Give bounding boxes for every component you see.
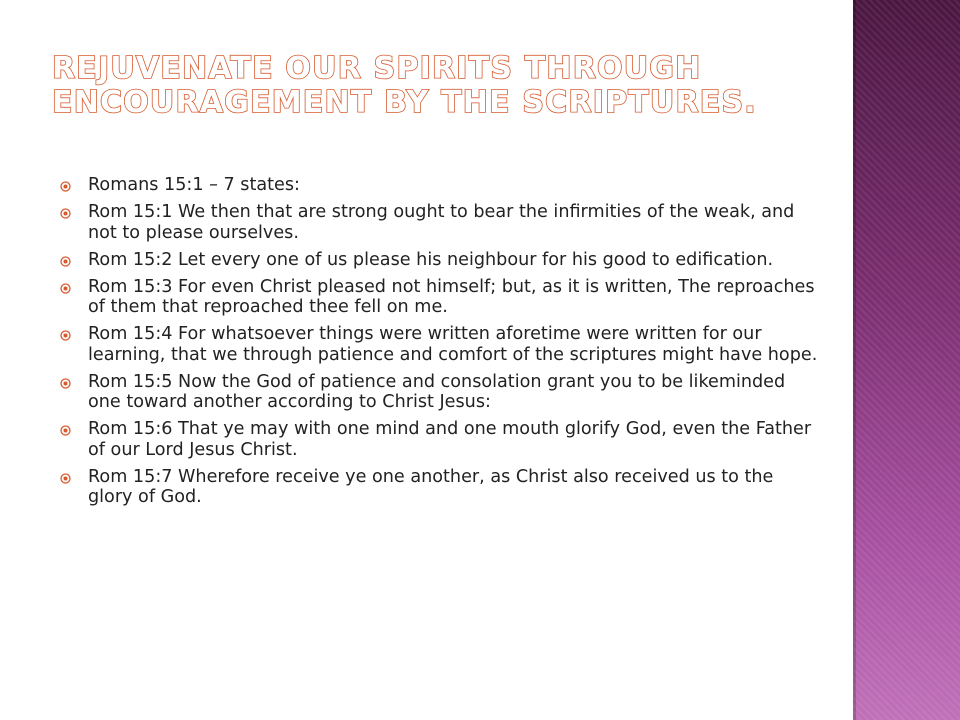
slide-title [52,52,842,120]
slide-title-line-1: REJUVENATE OUR SPIRITS THROUGH [52,51,702,86]
bullet-text: Rom 15:3 For even Christ pleased not himself; but, as it is written, The reproaches of them that reproached thee fell on me. [88,276,815,317]
bullet-text: Rom 15:1 We then that are strong ought to bear the infirmities of the weak, and not to please ourselves. [88,202,795,243]
circled-dot-icon [60,378,71,389]
circled-dot-icon [60,256,71,267]
bullet-item-rom-15-1 [60,202,820,243]
bullet-item-rom-15-3 [60,277,820,318]
bullet-item-rom-15-2 [60,250,820,271]
circled-dot-icon [60,208,71,219]
bullet-item-rom-15-7 [60,467,820,508]
bullet-text: Rom 15:5 Now the God of patience and consolation grant you to be likeminded one toward another according to Christ Jesus: [88,371,786,412]
bullet-item-rom-15-5 [60,372,820,413]
bullet-item-rom-15-6 [60,419,820,460]
bullet-text: Romans 15:1 – 7 states: [88,175,300,195]
circled-dot-icon [60,473,71,484]
bullet-list [60,175,820,514]
side-panel-edge [853,0,856,720]
bullet-text: Rom 15:7 Wherefore receive ye one another, as Christ also received us to the glory of God. [88,466,774,507]
bullet-item-intro [60,175,820,196]
bullet-text: Rom 15:2 Let every one of us please his neighbour for his good to edification. [88,249,774,270]
circled-dot-icon [60,181,71,192]
bullet-text: Rom 15:4 For whatsoever things were written aforetime were written for our learning, that we through patience and comfort of the scriptures might have hope. [88,324,818,365]
circled-dot-icon [60,330,71,341]
circled-dot-icon [60,425,71,436]
decorative-side-panel [853,0,960,720]
circled-dot-icon [60,283,71,294]
bullet-text: Rom 15:6 That ye may with one mind and one mouth glorify God, even the Father of our Lord Jesus Christ. [88,419,812,460]
slide-title-line-2: ENCOURAGEMENT BY THE SCRIPTURES. [52,85,757,120]
bullet-item-rom-15-4 [60,324,820,365]
